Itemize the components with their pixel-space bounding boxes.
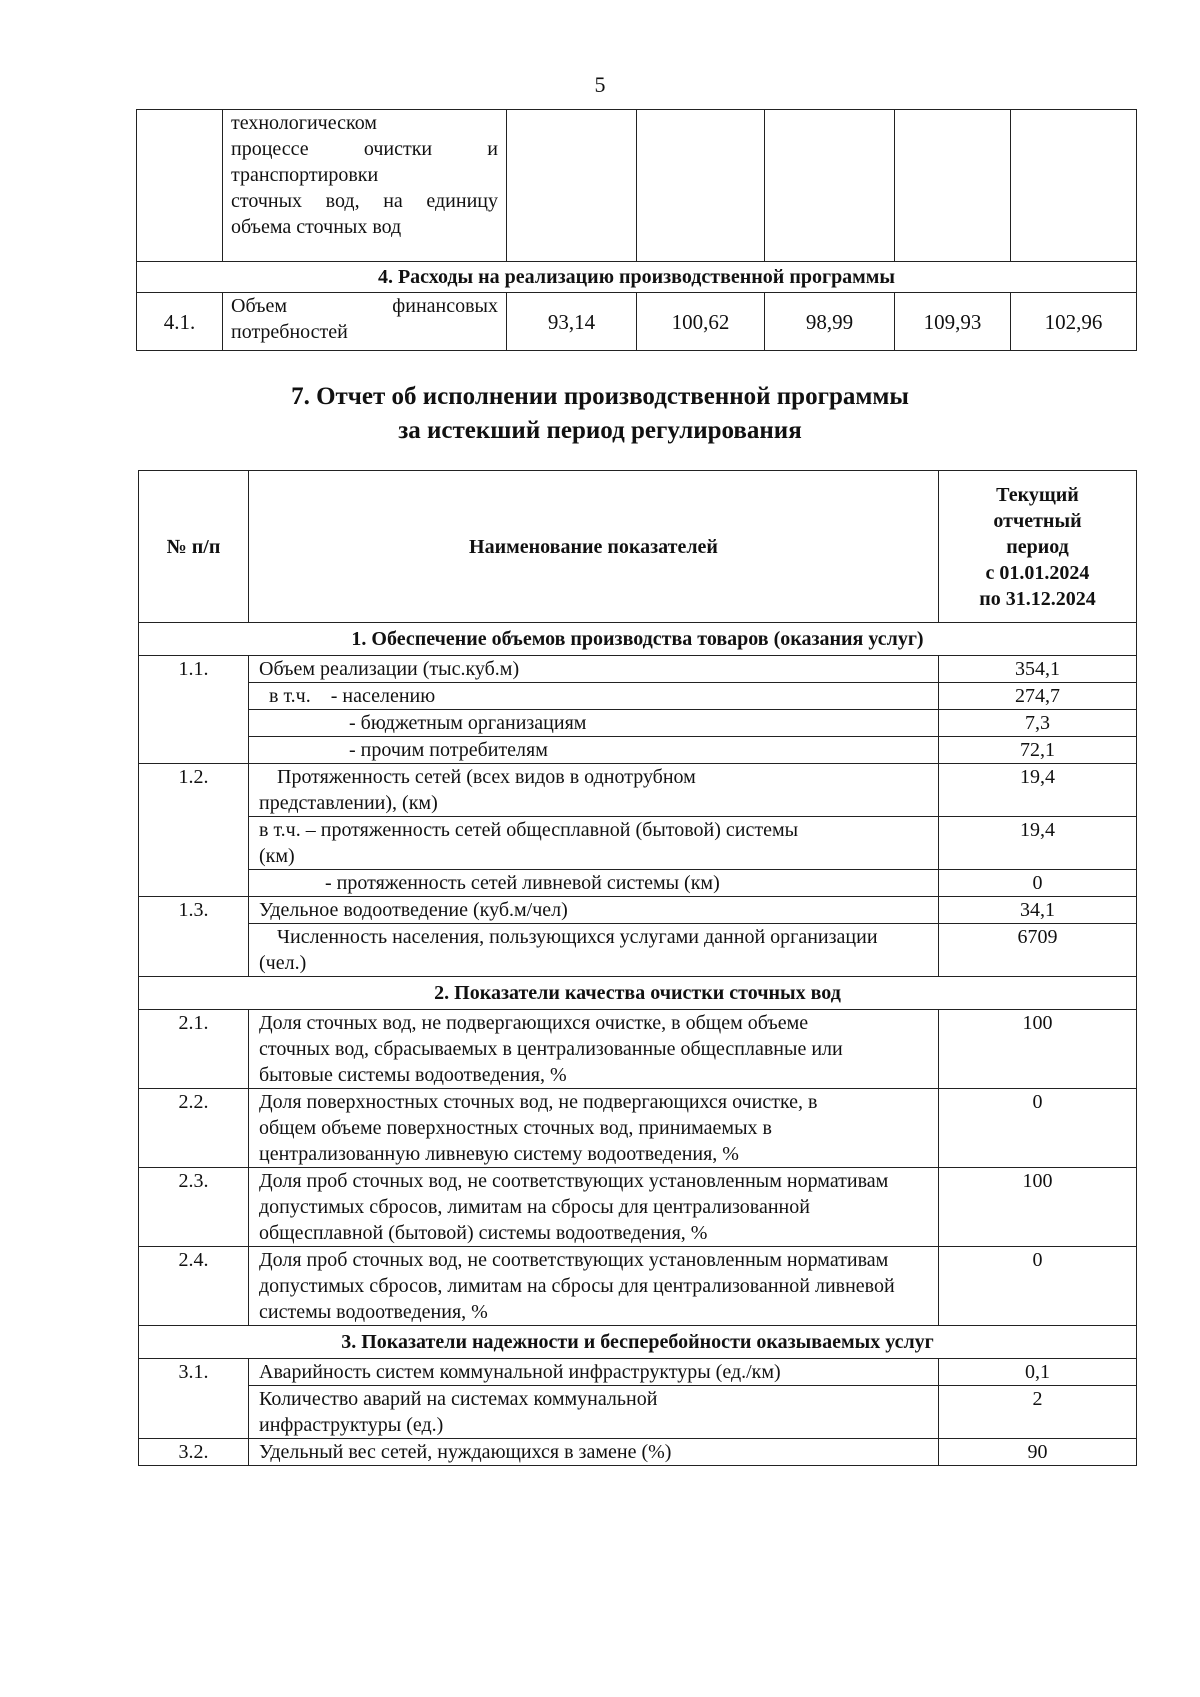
value-cell: 102,96 — [1011, 293, 1137, 351]
header-num: № п/п — [139, 471, 249, 623]
row-index: 3.1. — [139, 1359, 249, 1439]
indicator-value: 100 — [939, 1168, 1137, 1247]
section-title — [0, 380, 1200, 448]
text-line: объема сточных вод — [231, 216, 402, 238]
table-row — [137, 110, 1137, 262]
row-index: 2.1. — [139, 1010, 249, 1089]
table-row — [139, 870, 1137, 897]
table-row — [139, 817, 1137, 870]
indicator-value: 0 — [939, 1247, 1137, 1326]
indicator-value: 34,1 — [939, 897, 1137, 924]
empty-cell — [1011, 110, 1137, 262]
row-index: 4.1. — [137, 293, 223, 351]
indicator-value: 72,1 — [939, 737, 1137, 764]
indicator-value: 6709 — [939, 924, 1137, 977]
text-line: процессе очистки и — [231, 138, 498, 160]
table-row — [139, 1010, 1137, 1089]
table-row — [139, 1247, 1137, 1326]
table-row — [139, 1439, 1137, 1466]
continued-table — [136, 109, 1137, 351]
indicator-value: 7,3 — [939, 710, 1137, 737]
row-index: 2.3. — [139, 1168, 249, 1247]
indicator-name: Количество аварий на системах коммунальной инфраструктуры (ед.) — [249, 1386, 939, 1439]
indicator-name: - прочим потребителям — [249, 737, 939, 764]
table-row — [139, 737, 1137, 764]
section-heading: 2. Показатели качества очистки сточных вод — [139, 977, 1137, 1010]
value-cell: 93,14 — [507, 293, 637, 351]
table-row — [139, 764, 1137, 817]
indicator-name-cell — [223, 110, 507, 262]
row-index: 2.4. — [139, 1247, 249, 1326]
row-index: 1.3. — [139, 897, 249, 977]
indicator-value: 19,4 — [939, 764, 1137, 817]
indicator-value: 354,1 — [939, 656, 1137, 683]
section-row — [137, 262, 1137, 293]
header-row — [139, 471, 1137, 623]
value-cell: 98,99 — [765, 293, 895, 351]
header-line: по 31.12.2024 — [979, 587, 1096, 610]
text-line: технологическом — [231, 112, 377, 134]
section-heading: 4. Расходы на реализацию производственной программы — [137, 262, 1137, 293]
indicator-name: Доля проб сточных вод, не соответствующих установленным нормативам допустимых сбросов, лимитам на сбросы для централизованной общесплавной (бытовой) системы водоотведения, % — [249, 1168, 939, 1247]
page-number: 5 — [594, 72, 606, 97]
section-title-line: за истекший период регулирования — [398, 417, 802, 444]
section-row — [139, 1326, 1137, 1359]
row-index: 3.2. — [139, 1439, 249, 1466]
header-period — [939, 471, 1137, 623]
table-row — [137, 293, 1137, 351]
header-line: с 01.01.2024 — [985, 561, 1090, 584]
indicator-name: Доля поверхностных сточных вод, не подвергающихся очистке, в общем объеме поверхностных сточных вод, принимаемых в централизованную ливневую систему водоотведения, % — [249, 1089, 939, 1168]
row-index: 2.2. — [139, 1089, 249, 1168]
indicator-name: Удельный вес сетей, нуждающихся в замене (%) — [249, 1439, 939, 1466]
table-row — [139, 1359, 1137, 1386]
text-line: сточных вод, на единицу — [231, 190, 498, 212]
indicator-value: 0 — [939, 1089, 1137, 1168]
table-row — [139, 710, 1137, 737]
empty-cell — [895, 110, 1011, 262]
header-name: Наименование показателей — [249, 471, 939, 623]
indicator-name: Аварийность систем коммунальной инфраструктуры (ед./км) — [249, 1359, 939, 1386]
indicator-name-cell — [223, 293, 507, 351]
empty-cell — [765, 110, 895, 262]
section-row — [139, 623, 1137, 656]
indicator-name: - протяженность сетей ливневой системы (км) — [249, 870, 939, 897]
indicator-name: Численность населения, пользующихся услугами данной организации (чел.) — [249, 924, 939, 977]
value-cell: 100,62 — [637, 293, 765, 351]
row-index: 1.2. — [139, 764, 249, 897]
row-index: 1.1. — [139, 656, 249, 764]
text-line: потребностей — [231, 321, 348, 343]
empty-cell — [507, 110, 637, 262]
empty-cell — [637, 110, 765, 262]
indicator-name: Протяженность сетей (всех видов в однотрубном представлении), (км) — [249, 764, 939, 817]
header-line: Текущий — [996, 483, 1079, 506]
table-row — [139, 656, 1137, 683]
text-line: транспортировки — [231, 164, 379, 186]
indicator-name: Доля сточных вод, не подвергающихся очистке, в общем объеме сточных вод, сбрасываемых в централизованные общесплавные или бытовые системы водоотведения, % — [249, 1010, 939, 1089]
indicator-name: Объем реализации (тыс.куб.м) — [249, 656, 939, 683]
table-row — [139, 897, 1137, 924]
section-row — [139, 977, 1137, 1010]
table-row — [139, 683, 1137, 710]
indicator-name: Удельное водоотведение (куб.м/чел) — [249, 897, 939, 924]
header-line: период — [1006, 535, 1069, 558]
section-heading: 1. Обеспечение объемов производства товаров (оказания услуг) — [139, 623, 1137, 656]
indicator-value: 0,1 — [939, 1359, 1137, 1386]
text-line: Объем финансовых — [231, 295, 498, 317]
section-heading: 3. Показатели надежности и бесперебойности оказываемых услуг — [139, 1326, 1137, 1359]
index-cell — [137, 110, 223, 262]
table-row — [139, 1386, 1137, 1439]
indicator-name: в т.ч. - населению — [249, 683, 939, 710]
header-line: отчетный — [993, 509, 1082, 532]
report-table — [138, 470, 1137, 1466]
indicator-name: - бюджетным организациям — [249, 710, 939, 737]
table-row — [139, 1089, 1137, 1168]
indicator-value: 19,4 — [939, 817, 1137, 870]
indicator-value: 100 — [939, 1010, 1137, 1089]
table-row — [139, 924, 1137, 977]
table-row — [139, 1168, 1137, 1247]
indicator-value: 2 — [939, 1386, 1137, 1439]
value-cell: 109,93 — [895, 293, 1011, 351]
indicator-value: 90 — [939, 1439, 1137, 1466]
section-title-line: 7. Отчет об исполнении производственной программы — [291, 383, 909, 410]
indicator-name: Доля проб сточных вод, не соответствующих установленным нормативам допустимых сбросов, лимитам на сбросы для централизованной ливневой системы водоотведения, % — [249, 1247, 939, 1326]
indicator-value: 274,7 — [939, 683, 1137, 710]
indicator-value: 0 — [939, 870, 1137, 897]
indicator-name: в т.ч. – протяженность сетей общесплавной (бытовой) системы (км) — [249, 817, 939, 870]
